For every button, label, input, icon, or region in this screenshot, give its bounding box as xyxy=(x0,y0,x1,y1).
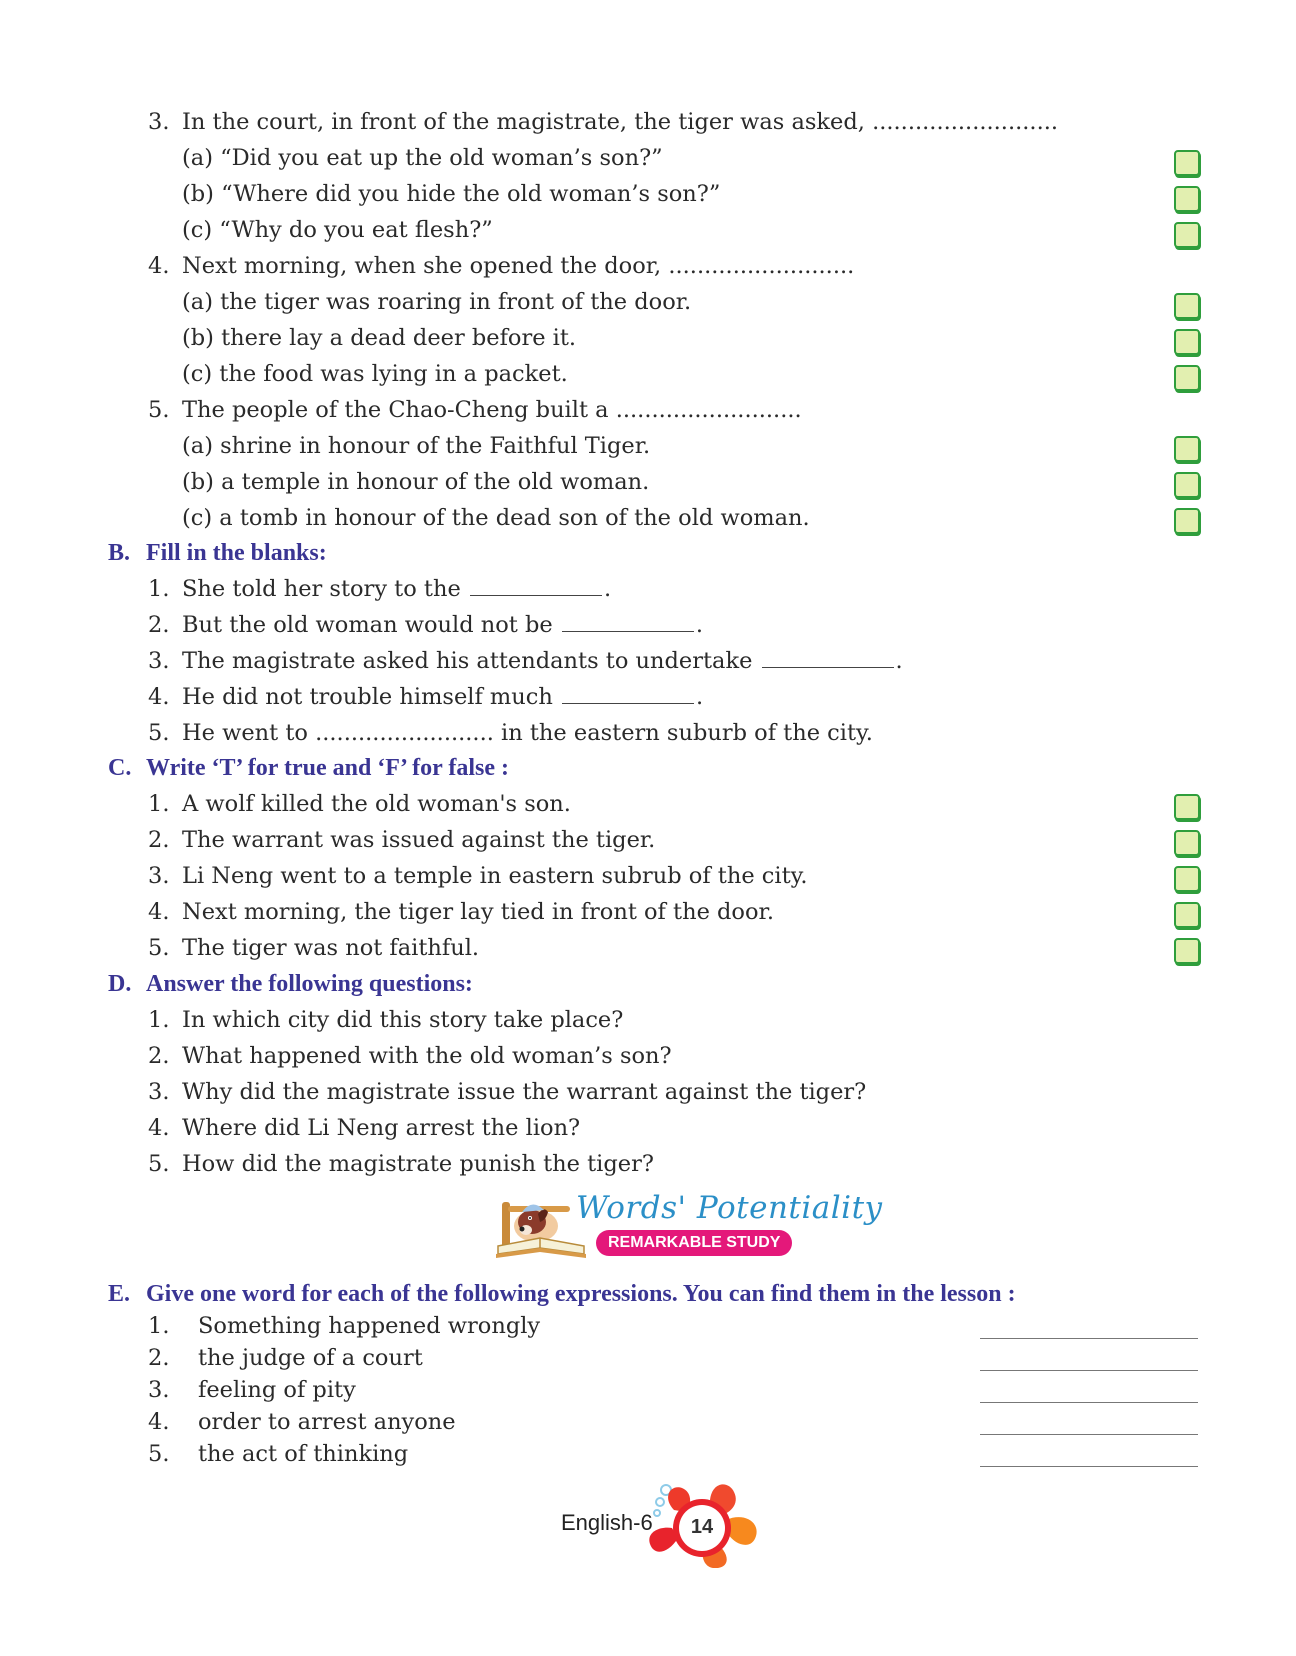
blank-field[interactable] xyxy=(762,645,894,668)
true-false-item: 4. Next morning, the tiger lay tied in front of the door. xyxy=(148,899,774,925)
mcq-option: (c) the food was lying in a packet. xyxy=(182,361,568,387)
answer-checkbox[interactable] xyxy=(1174,365,1200,391)
mcq-option: (c) “Why do you eat flesh?” xyxy=(182,217,493,243)
mcq-question-5: 5. The people of the Chao-Cheng built a .......................... xyxy=(148,397,802,423)
one-word-item: 5. the act of thinking xyxy=(148,1441,409,1467)
fill-blank-item: 4. He did not trouble himself much . xyxy=(148,679,703,715)
fill-blank-item: 2. But the old woman would not be . xyxy=(148,607,703,643)
fill-blank-item: 1. She told her story to the . xyxy=(148,571,611,607)
section-d-heading: D. Answer the following questions: xyxy=(108,971,473,997)
fill-blank-item: 3. The magistrate asked his attendants to undertake . xyxy=(148,643,903,679)
mcq-option: (a) “Did you eat up the old woman’s son?” xyxy=(182,145,663,171)
blank-field[interactable] xyxy=(562,681,694,704)
answer-checkbox[interactable] xyxy=(1174,222,1200,248)
answer-line[interactable] xyxy=(980,1466,1198,1467)
mcq-option: (c) a tomb in honour of the dead son of the old woman. xyxy=(182,505,810,531)
blank-field[interactable] xyxy=(470,573,602,596)
book-title: English-6 xyxy=(561,1510,653,1535)
answer-line[interactable] xyxy=(980,1370,1198,1371)
true-false-checkbox[interactable] xyxy=(1174,830,1200,856)
section-e-heading: E. Give one word for each of the following expressions. You can find them in the lesson : xyxy=(108,1281,1016,1307)
page-number: 14 xyxy=(690,1516,714,1538)
banner-title: Words' Potentiality xyxy=(576,1190,883,1226)
mcq-option: (b) “Where did you hide the old woman’s son?” xyxy=(182,181,721,207)
true-false-item: 2. The warrant was issued against the tiger. xyxy=(148,827,656,853)
words-potentiality-banner xyxy=(492,1188,883,1264)
fill-blank-item: 5. He went to ......................... in the eastern suburb of the city. xyxy=(148,720,873,746)
answer-checkbox[interactable] xyxy=(1174,186,1200,212)
mcq-option: (b) there lay a dead deer before it. xyxy=(182,325,577,351)
mcq-option: (a) shrine in honour of the Faithful Tiger. xyxy=(182,433,651,459)
section-b-heading: B. Fill in the blanks: xyxy=(108,540,327,566)
section-c-heading: C. Write ‘T’ for true and ‘F’ for false : xyxy=(108,755,510,781)
answer-checkbox[interactable] xyxy=(1174,329,1200,355)
question-item: 5. How did the magistrate punish the tiger? xyxy=(148,1151,654,1177)
blank-field[interactable] xyxy=(562,609,694,632)
one-word-item: 3. feeling of pity xyxy=(148,1377,356,1403)
banner-subtitle: REMARKABLE STUDY xyxy=(596,1230,792,1256)
mcq-option: (a) the tiger was roaring in front of the door. xyxy=(182,289,692,315)
answer-checkbox[interactable] xyxy=(1174,472,1200,498)
question-item: 1. In which city did this story take place? xyxy=(148,1007,624,1033)
true-false-checkbox[interactable] xyxy=(1174,902,1200,928)
mcq-question-4: 4. Next morning, when she opened the door, .......................... xyxy=(148,253,855,279)
answer-checkbox[interactable] xyxy=(1174,436,1200,462)
answer-checkbox[interactable] xyxy=(1174,150,1200,176)
question-item: 2. What happened with the old woman’s son? xyxy=(148,1043,672,1069)
answer-line[interactable] xyxy=(980,1338,1198,1339)
true-false-item: 1. A wolf killed the old woman's son. xyxy=(148,791,571,817)
question-item: 4. Where did Li Neng arrest the lion? xyxy=(148,1115,581,1141)
answer-checkbox[interactable] xyxy=(1174,508,1200,534)
true-false-checkbox[interactable] xyxy=(1174,938,1200,964)
one-word-item: 1. Something happened wrongly xyxy=(148,1313,541,1339)
true-false-checkbox[interactable] xyxy=(1174,794,1200,820)
true-false-item: 3. Li Neng went to a temple in eastern subrub of the city. xyxy=(148,863,808,889)
true-false-item: 5. The tiger was not faithful. xyxy=(148,935,480,961)
mcq-option: (b) a temple in honour of the old woman. xyxy=(182,469,650,495)
answer-line[interactable] xyxy=(980,1402,1198,1403)
true-false-checkbox[interactable] xyxy=(1174,866,1200,892)
answer-line[interactable] xyxy=(980,1434,1198,1435)
question-item: 3. Why did the magistrate issue the warrant against the tiger? xyxy=(148,1079,867,1105)
answer-checkbox[interactable] xyxy=(1174,293,1200,319)
mcq-question-3: 3. In the court, in front of the magistrate, the tiger was asked, .......................... xyxy=(148,109,1059,135)
one-word-item: 4. order to arrest anyone xyxy=(148,1409,456,1435)
one-word-item: 2. the judge of a court xyxy=(148,1345,423,1371)
